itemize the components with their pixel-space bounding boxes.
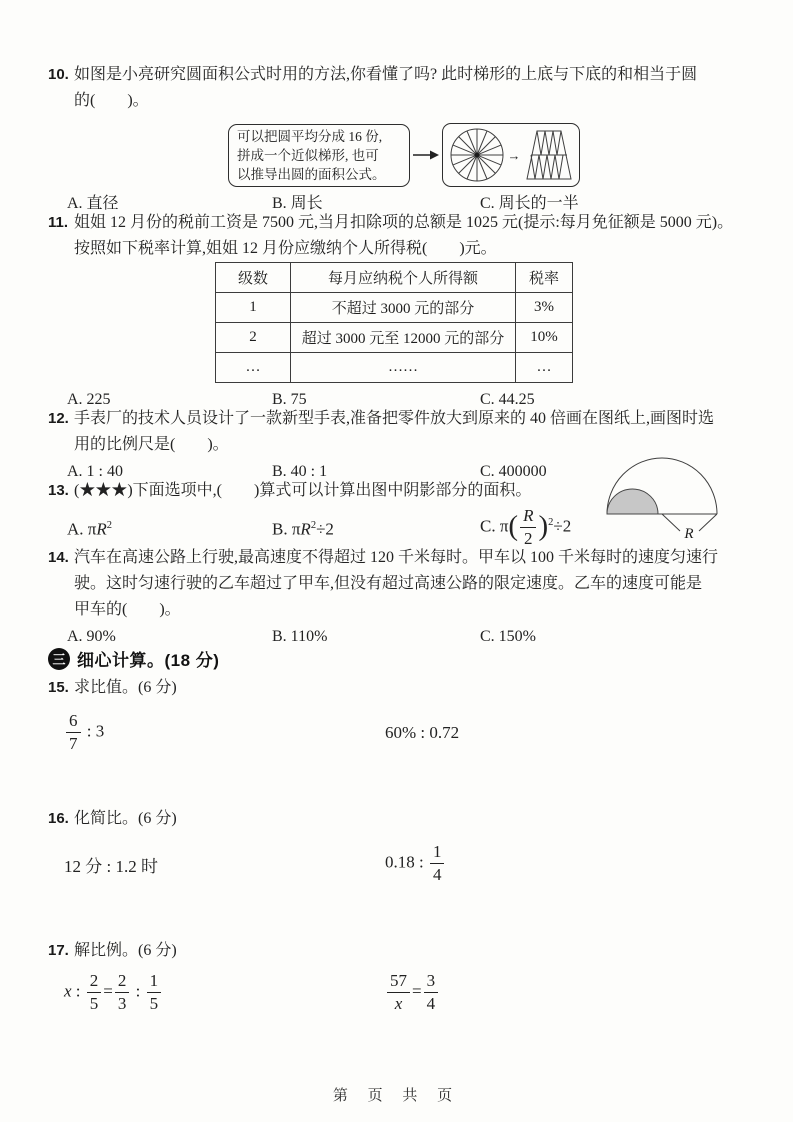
question-13-number: 13. (48, 482, 69, 499)
question-11 (48, 210, 765, 410)
table-row (216, 323, 573, 353)
question-10-figure (228, 122, 765, 188)
table-cell: 3% (516, 293, 573, 323)
question-16-title: 化简比。(6 分) (74, 810, 177, 827)
question-14-line1: 汽车在高速公路上行驶,最高速度不得超过 120 千米每时。甲车以 100 千米每时的速度匀速行 (74, 549, 719, 566)
question-11-line2: 按照如下税率计算,姐姐 12 月份应缴纳个人所得税( )元。 (74, 240, 497, 257)
section-3-header (48, 646, 765, 671)
bubble-line: 可以把圆平均分成 16 份, (237, 128, 383, 144)
question-14-line3: 甲车的( )。 (74, 601, 181, 618)
question-17 (48, 938, 765, 1017)
table-header-cell: 级数 (216, 263, 291, 293)
table-cell: 2 (216, 323, 291, 353)
radius-label: R (684, 526, 694, 540)
option-b: B. 40 : 1 (272, 463, 328, 480)
question-11-line1: 姐姐 12 月份的税前工资是 7500 元,当月扣除项的总额是 1025 元(提示:每月免征额是 5000 元)。 (74, 214, 734, 231)
bubble-line: 拼成一个近似梯形, 也可 (237, 147, 379, 163)
question-14-text (74, 545, 765, 623)
question-12-text (74, 406, 765, 458)
question-14-line2: 驶。这时匀速行驶的乙车超过了甲车,但没有超过高速公路的限定速度。乙车的速度可能是 (74, 575, 703, 592)
option-a: A. 90% (67, 628, 116, 645)
bubble-line: 以推导出圆的面积公式。 (237, 166, 386, 182)
table-cell: 1 (216, 293, 291, 323)
question-15-expressions (64, 709, 765, 757)
question-12-line1: 手表厂的技术人员设计了一款新型手表,准备把零件放大到原来的 40 倍画在图纸上,画图时选 (74, 410, 715, 427)
section-3-title: 细心计算。(18 分) (77, 651, 220, 670)
question-15-title: 求比值。(6 分) (74, 679, 177, 696)
option-a: A. 直径 (67, 195, 119, 212)
arrow-right-icon (413, 149, 439, 161)
question-11-text (74, 210, 765, 262)
question-17-expressions (64, 969, 765, 1017)
option-c: C. 150% (480, 628, 536, 645)
option-c: C. 400000 (480, 463, 547, 480)
table-cell: 超过 3000 元至 12000 元的部分 (291, 323, 516, 353)
circle-to-trapezoid-box (442, 123, 580, 187)
option-c: C. 44.25 (480, 391, 535, 408)
speech-bubble (228, 124, 410, 187)
option-a: A. 225 (67, 391, 111, 408)
expression-left: 12 分 : 1.2 时 (64, 856, 158, 876)
question-16-number: 16. (48, 810, 69, 827)
question-17-number: 17. (48, 942, 69, 959)
question-15 (48, 675, 765, 757)
circle-16-sectors-figure (449, 127, 505, 183)
question-12-line2: 用的比例尺是( )。 (74, 436, 229, 453)
table-cell: … (216, 353, 291, 383)
option-c: C. π( $\frac{R}{2}$ )$^2$÷2 (480, 506, 572, 548)
tax-rate-table (215, 262, 573, 383)
option-b: B. 周长 (272, 195, 323, 212)
question-10-line2: 的( )。 (74, 92, 149, 109)
option-c: C. 周长的一半 (480, 195, 579, 212)
section-3-circle-icon: 三 (48, 648, 70, 670)
question-10-line1: 如图是小亮研究圆面积公式时用的方法,你看懂了吗? 此时梯形的上底与下底的和相当于圆 (74, 66, 698, 83)
question-13-text: (★★★)下面选项中,( )算式可以计算出图中阴影部分的面积。 (74, 482, 532, 499)
question-17-title: 解比例。(6 分) (74, 942, 177, 959)
question-10-number: 10. (48, 66, 69, 83)
table-row (216, 353, 573, 383)
table-cell: …… (291, 353, 516, 383)
expression-right: 0.18 : $\frac{1}{4}$ (385, 843, 765, 884)
option-a: A. 1 : 40 (67, 463, 123, 480)
expression-left: $\frac{6}{7}$ : 3 (64, 712, 385, 753)
question-15-number: 15. (48, 679, 69, 696)
table-cell: … (516, 353, 573, 383)
question-14-number: 14. (48, 549, 69, 566)
semicircle-figure (604, 452, 726, 540)
expression-right: 60% : 0.72 (385, 723, 460, 742)
question-10 (48, 62, 765, 216)
expression-right: $\frac{57}{x}$ = $\frac{3}{4}$ (385, 972, 765, 1013)
expression-left: x : $\frac{2}{5}$ = $\frac{2}{3}$ : $\frac{1}{5}$ (64, 972, 385, 1013)
question-12-number: 12. (48, 410, 69, 427)
question-11-number: 11. (48, 214, 69, 231)
option-a: A. $\pi R^2$ (67, 519, 113, 539)
table-header-row (216, 263, 573, 293)
page-footer: 第 页 共 页 (332, 1088, 461, 1104)
question-16-expressions (64, 840, 765, 888)
table-cell: 不超过 3000 元的部分 (291, 293, 516, 323)
question-14 (48, 545, 765, 649)
option-b: B. $\pi R^2\div 2$ (272, 519, 334, 539)
small-arrow-right-icon: → (507, 147, 521, 163)
table-cell: 10% (516, 323, 573, 353)
question-10-text (74, 62, 765, 114)
question-16 (48, 806, 765, 888)
table-header-cell: 税率 (516, 263, 573, 293)
option-b: B. 75 (272, 391, 307, 408)
table-row (216, 293, 573, 323)
trapezoid-of-sectors-figure (524, 127, 574, 183)
option-b: B. 110% (272, 628, 328, 645)
table-header-cell: 每月应纳税个人所得额 (291, 263, 516, 293)
